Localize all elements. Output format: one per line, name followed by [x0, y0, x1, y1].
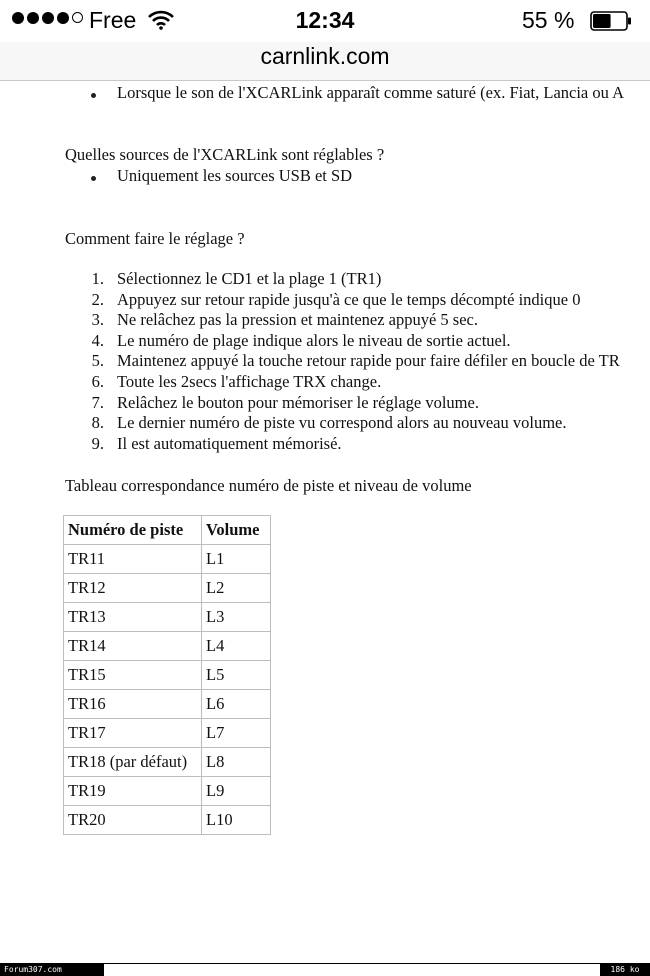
step-text: Le dernier numéro de piste vu correspond alors au nouveau volume. [117, 413, 567, 432]
track-cell: TR11 [64, 545, 202, 574]
volume-cell: L7 [202, 719, 271, 748]
clock: 12:34 [295, 7, 355, 33]
step-number: 3. [91, 310, 104, 329]
track-cell: TR14 [64, 632, 202, 661]
table-row [64, 748, 271, 777]
track-cell: TR18 (par défaut) [64, 748, 202, 777]
step-text: Il est automatiquement mémorisé. [117, 434, 342, 453]
step-number: 1. [91, 269, 104, 288]
step-number: 4. [91, 331, 104, 350]
track-cell: TR19 [64, 777, 202, 806]
track-cell: TR12 [64, 574, 202, 603]
url-text[interactable]: carnlink.com [260, 43, 390, 69]
table-row [64, 632, 271, 661]
table-row [64, 661, 271, 690]
page-content [0, 81, 650, 961]
track-cell: TR15 [64, 661, 202, 690]
question-how: Comment faire le réglage ? [65, 229, 245, 248]
battery-icon [590, 10, 632, 30]
watermark-site: Forum307.com [0, 964, 104, 976]
step-text: Maintenez appuyé la touche retour rapide pour faire défiler en boucle de TR [117, 351, 620, 370]
track-cell: TR16 [64, 690, 202, 719]
volume-cell: L2 [202, 574, 271, 603]
step-number: 7. [91, 393, 104, 412]
watermark-size: 186 ko [600, 964, 650, 976]
track-cell: TR13 [64, 603, 202, 632]
step-text: Appuyez sur retour rapide jusqu'à ce que le temps décompté indique 0 [117, 290, 581, 309]
table-row [64, 690, 271, 719]
table-caption: Tableau correspondance numéro de piste et niveau de volume [65, 476, 472, 495]
volume-cell: L8 [202, 748, 271, 777]
volume-cell: L3 [202, 603, 271, 632]
column-header-track: Numéro de piste [64, 516, 202, 545]
status-bar [0, 0, 650, 42]
table-row [64, 545, 271, 574]
step-number: 6. [91, 372, 104, 391]
bullet-marker [91, 176, 96, 181]
volume-cell: L10 [202, 806, 271, 835]
step-number: 2. [91, 290, 104, 309]
volume-cell: L1 [202, 545, 271, 574]
step-text: Sélectionnez le CD1 et la plage 1 (TR1) [117, 269, 382, 288]
volume-cell: L9 [202, 777, 271, 806]
bullet-marker [91, 93, 96, 98]
step-number: 9. [91, 434, 104, 453]
table-row [64, 719, 271, 748]
volume-table [63, 515, 271, 835]
address-bar[interactable] [0, 42, 650, 81]
step-text: Toute les 2secs l'affichage TRX change. [117, 372, 382, 391]
carrier-name: Free [89, 7, 137, 33]
bullet-text-sources: Uniquement les sources USB et SD [117, 166, 353, 185]
volume-cell: L5 [202, 661, 271, 690]
table-row [64, 806, 271, 835]
step-text: Relâchez le bouton pour mémoriser le réglage volume. [117, 393, 479, 412]
step-number: 5. [91, 351, 104, 370]
volume-cell: L6 [202, 690, 271, 719]
track-cell: TR17 [64, 719, 202, 748]
column-header-volume: Volume [202, 516, 271, 545]
bullet-text-saturation: Lorsque le son de l'XCARLink apparaît comme saturé (ex. Fiat, Lancia ou A [117, 83, 625, 102]
table-row [64, 777, 271, 806]
question-sources: Quelles sources de l'XCARLink sont réglables ? [65, 145, 385, 164]
watermark-bar [0, 963, 650, 976]
volume-cell: L4 [202, 632, 271, 661]
step-text: Le numéro de plage indique alors le niveau de sortie actuel. [117, 331, 511, 350]
table-row [64, 603, 271, 632]
table-header-row [64, 516, 271, 545]
track-cell: TR20 [64, 806, 202, 835]
table-row [64, 574, 271, 603]
battery-percentage: 55 % [522, 7, 575, 33]
step-number: 8. [91, 413, 104, 432]
step-text: Ne relâchez pas la pression et maintenez appuyé 5 sec. [117, 310, 479, 329]
